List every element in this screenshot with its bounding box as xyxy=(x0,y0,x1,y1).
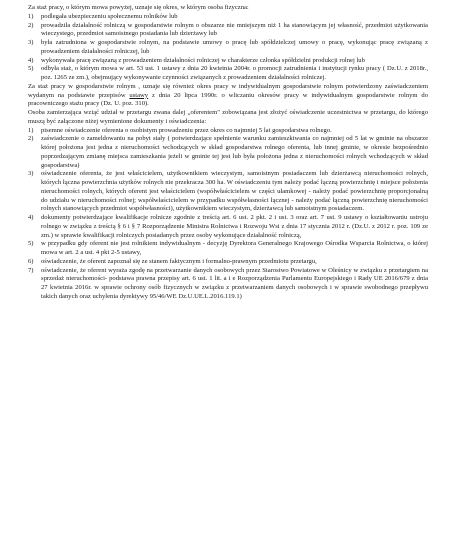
list-item xyxy=(28,65,428,83)
item-number: 3) xyxy=(28,170,34,178)
item-number: 7) xyxy=(28,266,34,274)
item-text: prowadziła działalność rolniczą w gospodarstwie rolnym o obszarze nie mniejszym niż 1 ha stanowiącym jej własność, przedmiot użytkowania wieczystego, przedmiot samoistnego posiadania lub dzierżawy lub xyxy=(41,21,428,38)
paragraph-text-a: Za staż pracy w gospodarstwie rolnym , uznaje się również okres pracy w indywidualnym gospodarstwie rolnym potwierdzony zaświadczeniem wydanym na podstawie przepisów xyxy=(28,82,428,99)
list-item xyxy=(28,13,428,22)
list-item xyxy=(28,127,428,136)
list-item xyxy=(28,22,428,40)
item-number: 4) xyxy=(28,56,34,64)
item-text: zaświadczenie o zameldowaniu na pobyt stały ( potwierdzające spełnienie warunku zamieszkiwania co najmniej od 5 lat w gminie na obszarze której położona jest jedna z nieruchomości wchodzących w skład gospodarstwa rolnego oferenta, lub innej gminie, w okresie bezpośrednio poprzedzającym zmianę miejsca zamieszkania jeżeli w gminie tej jest lub była położona jedna z nieruchomości rolnych wchodzących w skład gospodarstwa) xyxy=(41,135,428,169)
list-item xyxy=(28,214,428,240)
list-item xyxy=(28,135,428,170)
item-text: oświadczenie oferenta, że jest właścicielem, użytkownikiem wieczystym, samoistnym posiadaczem lub dzierżawcą nieruchomości rolnych, których łączna powierzchnia użytków rolnych nie przekracza 300 ha. W oświadczeniu tym należy podać łączną powierzchnię i miejsce położenia nieruchomości rolnych, których oferent jest właścicielem (współwłaścicielem w części ułamkowej - należy podać powierzchnię proporcjonalną do udziału w nieruchomości rolnej; współwłaścicielem w przypadku współwłasności łącznej - należy podać łączną powierzchnię nieruchomości rolnych stanowiących przedmiot współwłasności), użytkownikiem wieczystym, dzierżawcą lub samoistnym posiadaczem. xyxy=(41,170,428,213)
experience-list xyxy=(28,13,428,83)
item-text: dokumenty potwierdzające kwalifikacje rolnicze zgodnie z treścią art. 6 ust. 2 pkt. 2 i ust. 3 oraz art. 7 ust. 9 ustawy o kształtowaniu ustroju rolnego w związku z treścią § 6 i § 7 Rozporządzenie Ministra Rolnictwa i Rozwoju Wsi z dnia 17 stycznia 2012 r. (Dz.U. z 2012 r. poz. 109 ze zm.) w sprawie kwalifikacji rolniczych posiadanych przez osoby wykonujące działalność rolniczą, xyxy=(41,214,428,239)
list-item xyxy=(28,240,428,258)
item-text: podlegała ubezpieczeniu społecznemu rolników lub xyxy=(41,12,178,20)
item-text: oświadczenie, że oferent zapoznał się ze stanem faktycznym i formalno-prawnym przedmiotu przetargu, xyxy=(41,257,317,265)
intro-paragraph: Za staż pracy, o którym mowa powyżej, uznaje się okres, w którym osoba fizyczna: xyxy=(28,4,249,11)
item-text: oświadczenie, że oferent wyraża zgodę na przetwarzanie danych osobowych przez Starostwo Powiatowe w Oleśnicy w związku z przetargiem na sprzedaż nieruchomości- podstawa prawna przepisy art. 6 ust. 1 lit. a i e Rozporządzenia Parlamentu Europejskiego i Rady UE 2016/679 z dnia 27 kwietnia 2016r. w sprawie ochrony osób fizycznych w związku z przetwarzaniem danych osobowych i w sprawie swobodnego przepływu takich danych oraz uchylenia dyrektywy 95/46/WE Dz.U.UE.L.2016.119.1) xyxy=(41,266,428,300)
list-item xyxy=(28,170,428,214)
farm-work-paragraph xyxy=(28,83,428,109)
list-item xyxy=(28,258,428,267)
paragraph-text-b: z dnia 20 lipca 1990r. o wliczaniu okresów pracy w indywidualnym gospodarstwie rolnym do pracowniczego stażu pracy (Dz. U. poz. 310). xyxy=(28,91,428,108)
item-number: 5) xyxy=(28,65,34,73)
item-number: 2) xyxy=(28,21,34,29)
item-number: 6) xyxy=(28,257,34,265)
item-number: 2) xyxy=(28,135,34,143)
item-number: 1) xyxy=(28,126,34,134)
item-text: w przypadku gdy oferent nie jest rolnikiem indywidualnym - decyzję Dyrektora Generalnego Krajowego Ośrodka Wsparcia Rolnictwa, o której mowa w art. 2 a ust. 4 pkt 2-5 ustawy, xyxy=(41,240,428,256)
law-link[interactable]: ustawy xyxy=(129,91,149,99)
item-number: 3) xyxy=(28,39,34,46)
item-text: wykonywała pracę związaną z prowadzeniem działalności rolniczej w charakterze członka spółdzielni produkcji rolnej lub xyxy=(41,56,365,64)
document-page xyxy=(28,4,428,302)
item-text: pisemne oświadczenie oferenta o osobistym prowadzeniu przez okres co najmniej 5 lat gospodarstwa rolnego. xyxy=(41,126,332,134)
tender-requirements-paragraph: Osoba zamierzająca wziąć udział w przetargu zwana dalej „oferentem" zobowiązana jest złożyć oświadczenie uczestnictwa w przetargu, do którego muszą być załączone niżej wymienione dokumenty i oświadczenia: xyxy=(28,109,428,125)
documents-list xyxy=(28,127,428,302)
list-item xyxy=(28,39,428,57)
item-number: 5) xyxy=(28,240,34,248)
item-number: 1) xyxy=(28,12,34,20)
list-item xyxy=(28,267,428,302)
item-number: 4) xyxy=(28,214,34,221)
item-text: była zatrudniona w gospodarstwie rolnym, na podstawie umowy o pracę lub spółdzielczej umowy o pracę, wykonując pracę związaną z prowadzeniem działalności rolniczej, lub xyxy=(41,39,428,55)
item-text: odbyła staż, o którym mowa w art. 53 ust. 1 ustawy z dnia 20 kwietnia 2004r. o promocji zatrudnienia i instytucji rynku pracy ( Dz.U. z 2018r., poz. 1265 ze zm.), obejmujący wykonywanie czynności związanych z prowadzeniem działalności rolniczej. xyxy=(41,65,428,81)
list-item xyxy=(28,57,428,66)
